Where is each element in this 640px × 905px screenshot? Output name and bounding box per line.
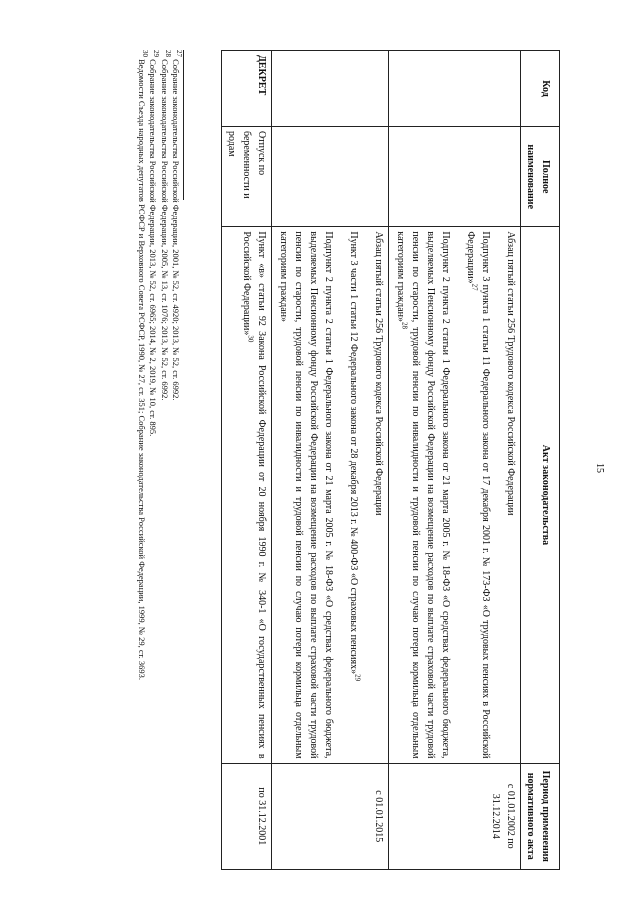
cell-act	[272, 227, 389, 763]
table-header-row	[521, 51, 560, 870]
footnote-ref: 30	[246, 335, 255, 343]
footnote: $^{29}$ Собрание законодательства Российской Федерации, 2013, № 52, ст. 6965; 2014, № 2, 2019, № 10, ст. 895.	[148, 50, 160, 437]
footnote: $^{27}$ Собрание законодательства Российской Федерации, 2001, № 52, ст. 4920; 2013, № 52, ст. 6992.	[171, 50, 183, 401]
cell-period: по 31.12.2001	[222, 763, 272, 869]
cell-code: ДЕКРЕТ	[222, 51, 272, 127]
act-paragraph: Пункт «в» статьи 92 Закона Российской Федерации от 20 ноября 1990 г. № 340-1 «О государственных пенсиях в Российской Федерации»$^{30}$	[241, 231, 267, 759]
act-paragraph: Подпункт 2 пункта 2 статьи 1 Федерального закона от 21 марта 2005 г. № 18-ФЗ «О средствах федерального бюджета, выделяемых Пенсионному фонду Российской Федерации на возмещение расходов по выплате страховой части трудовой пенсии по старости, трудовой пенсии по инвалидности и трудовой пенсии по случаю потери кормильца отдельным категориям граждан»	[278, 231, 334, 759]
footnote-ref: 28	[400, 322, 409, 330]
act-paragraph: Пункт 3 части 1 статьи 12 Федерального закона от 28 декабря 2013 г. № 400-ФЗ «О страховых пенсиях»$^{29}$	[348, 231, 362, 682]
table-row	[272, 51, 389, 870]
cell-code	[389, 51, 521, 127]
header-full-name: Полное наименование	[521, 127, 560, 227]
footnotes	[135, 50, 184, 870]
act-paragraph: Абзац пятый статьи 256 Трудового кодекса Российской Федерации	[505, 231, 516, 516]
footnote-ref: 29	[353, 674, 362, 682]
header-code: Код	[521, 51, 560, 127]
footnote: $^{28}$ Собрание законодательства Российской Федерации, 2005, № 13, ст. 1076; 2013, № 52, ст. 6992.	[159, 50, 172, 401]
act-paragraph: Подпункт 3 пункта 1 статьи 11 Федерального закона от 17 декабря 2001 г. № 173-ФЗ «О трудовых пенсиях в Российской Федерации»$^{27}$	[465, 231, 491, 759]
cell-period: с 01.01.2002 по 31.12.2014	[389, 763, 521, 869]
cell-name	[272, 127, 389, 227]
footnote-ref: 27	[470, 283, 479, 291]
legislation-table	[221, 50, 560, 870]
footnote-divider	[183, 50, 184, 200]
header-period: Период применения нормативного акта	[521, 763, 560, 869]
cell-act	[389, 227, 521, 763]
rotated-page	[120, 50, 560, 870]
cell-period: с 01.01.2015	[272, 763, 389, 869]
cell-name: Отпуск по беременности и родам	[222, 127, 272, 227]
table-row	[389, 51, 521, 870]
page-number: 15	[594, 463, 605, 473]
header-act: Акт законодательства	[521, 227, 560, 763]
act-paragraph: Абзац пятый статьи 256 Трудового кодекса Российской Федерации	[373, 231, 384, 516]
cell-name	[389, 127, 521, 227]
table-row	[222, 51, 272, 870]
act-paragraph: Подпункт 2 пункта 2 статьи 1 Федерального закона от 21 марта 2005 г. № 18-ФЗ «О средствах федерального бюджета, выделяемых Пенсионному фонду Российской Федерации на возмещение расходов по выплате страховой части трудовой пенсии по старости, трудовой пенсии по инвалидности и трудовой пенсии по случаю потери кормильца отдельным категориям граждан»$^{28}$	[395, 231, 451, 759]
cell-code	[272, 51, 389, 127]
cell-act	[222, 227, 272, 763]
footnote: $^{30}$ Ведомости Съезда народных депутатов РСФСР и Верховного Совета РСФСР, 1990, № 27, ст. 351; Собрание законодательства Российской Федерации, 1999, № 29, ст. 3693.	[136, 50, 149, 681]
